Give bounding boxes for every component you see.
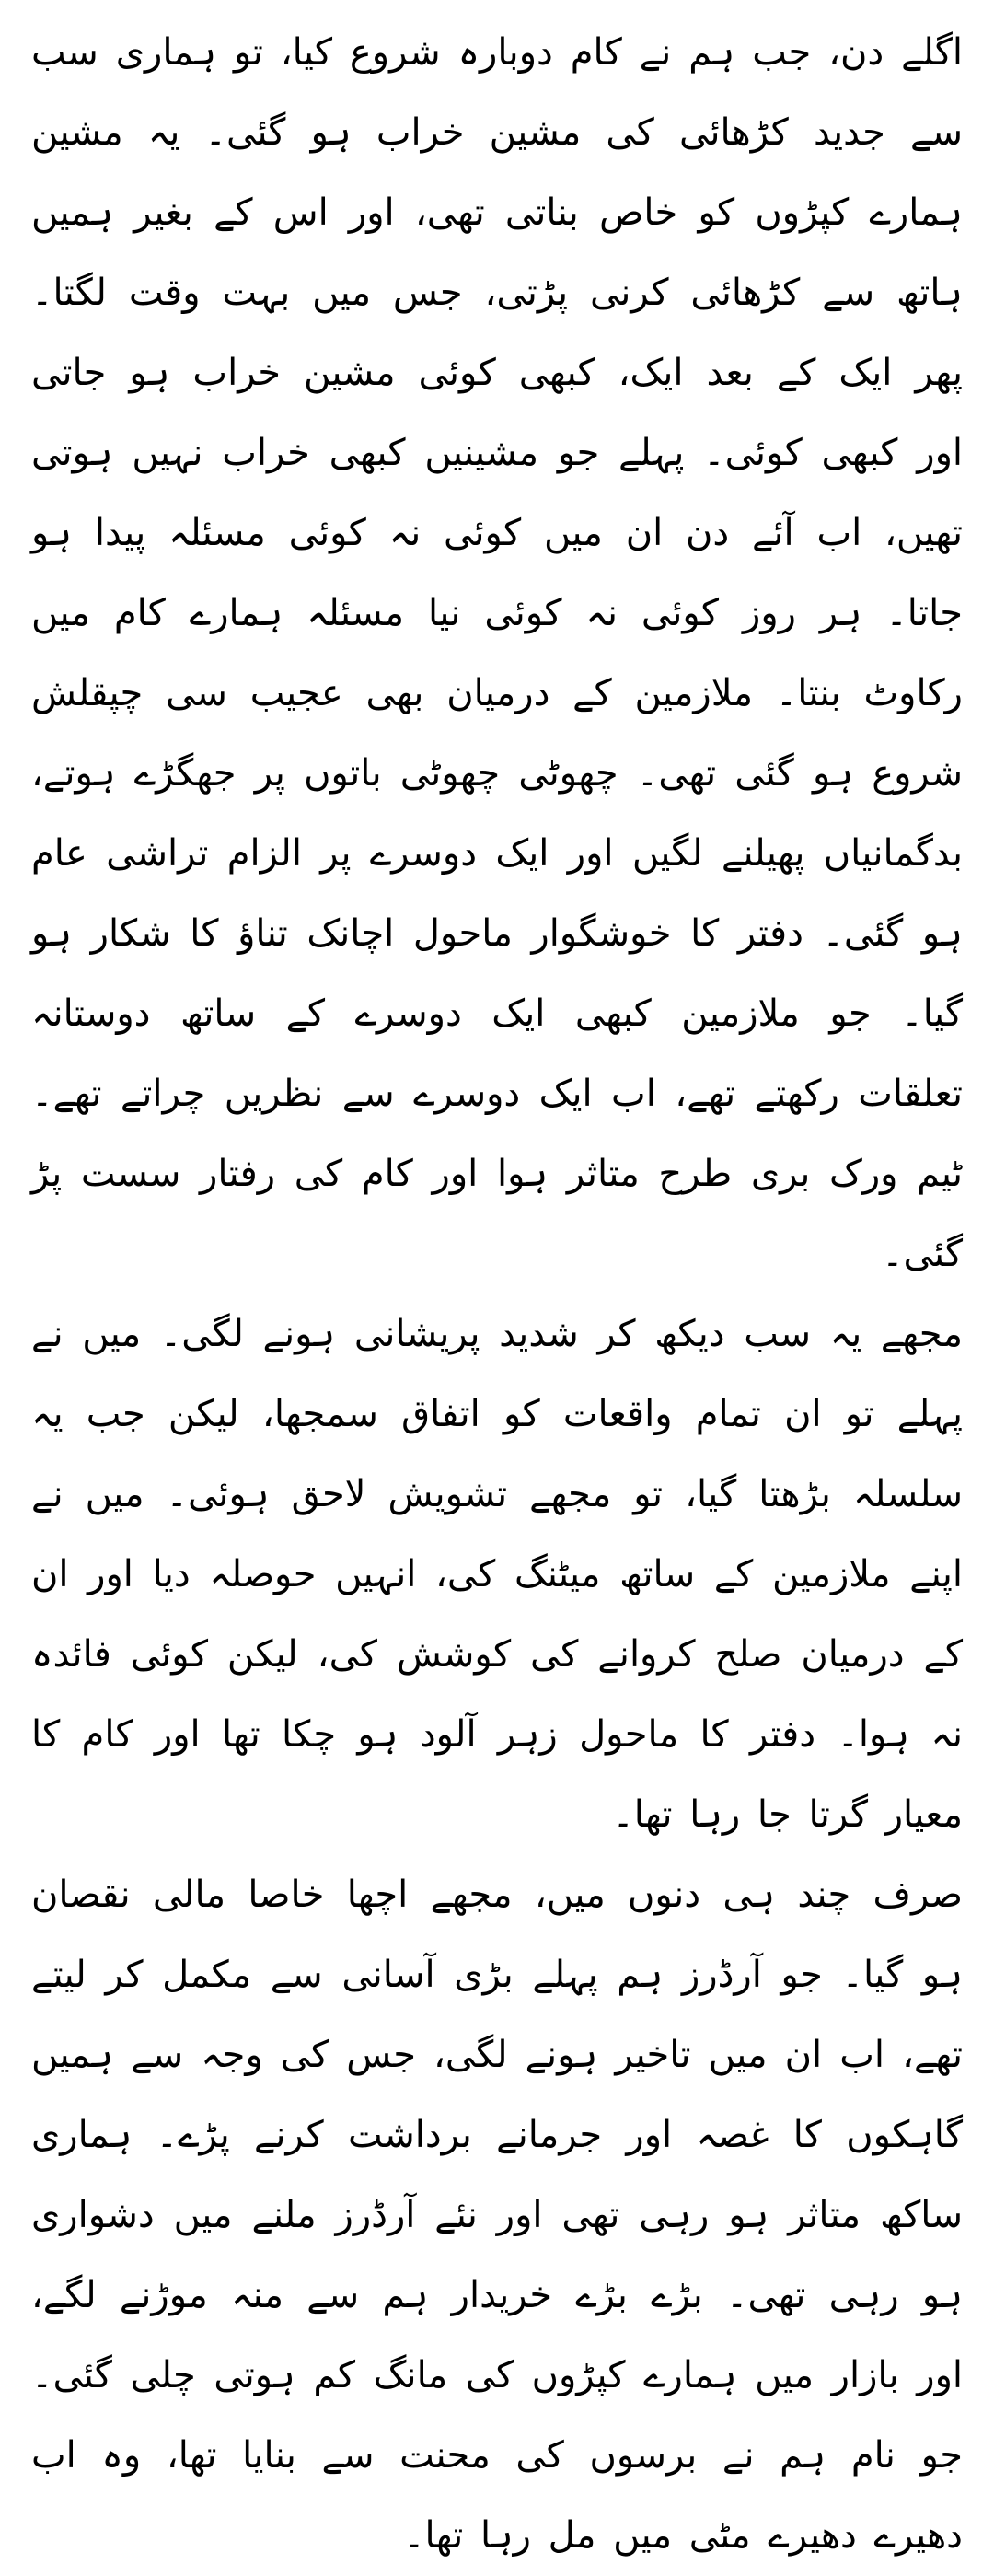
paragraph-2: مجھے یہ سب دیکھ کر شدید پریشانی ہونے لگی۔ میں نے پہلے تو ان تمام واقعات کو اتفاق سمجھا، لیکن جب یہ سلسلہ بڑھتا گیا، تو مجھے تشویش لاحق ہوئی۔ میں نے اپنے ملازمین کے ساتھ میٹنگ کی، انہیں حوصلہ دیا اور ان کے درمیان صلح کروانے کی کوشش کی، لیکن کوئی فائدہ نہ ہوا۔ دفتر کا ماحول زہر آلود ہو چکا تھا اور کام کا معیار گرتا جا رہا تھا۔ [31, 1313, 963, 1836]
paragraph-1: اگلے دن، جب ہم نے کام دوبارہ شروع کیا، تو ہماری سب سے جدید کڑھائی کی مشین خراب ہو گئی۔ یہ مشین ہمارے کپڑوں کو خاص بناتی تھی، اور اس کے بغیر ہمیں ہاتھ سے کڑھائی کرنی پڑتی، جس میں بہت وقت لگتا۔ پھر ایک کے بعد ایک، کبھی کوئی مشین خراب ہو جاتی اور کبھی کوئی۔ پہلے جو مشینیں کبھی خراب نہیں ہوتی تھیں، اب آئے دن ان میں کوئی نہ کوئی مسئلہ پیدا ہو جاتا۔ ہر روز کوئی نہ کوئی نیا مسئلہ ہمارے کام میں رکاوٹ بنتا۔ ملازمین کے درمیان بھی عجیب سی چپقلش شروع ہو گئی تھی۔ چھوٹی چھوٹی باتوں پر جھگڑے ہوتے، بدگمانیاں پھیلنے لگیں اور ایک دوسرے پر الزام تراشی عام ہو گئی۔ دفتر کا خوشگوار ماحول اچانک تناؤ کا شکار ہو گیا۔ جو ملازمین کبھی ایک دوسرے کے ساتھ دوستانہ تعلقات رکھتے تھے، اب ایک دوسرے سے نظریں چراتے تھے۔ ٹیم ورک بری طرح متاثر ہوا اور کام کی رفتار سست پڑ گئی۔ [31, 31, 963, 1275]
paragraph-3: صرف چند ہی دنوں میں، مجھے اچھا خاصا مالی نقصان ہو گیا۔ جو آرڈرز ہم پہلے بڑی آسانی سے مکمل کر لیتے تھے، اب ان میں تاخیر ہونے لگی، جس کی وجہ سے ہمیں گاہکوں کا غصہ اور جرمانے برداشت کرنے پڑے۔ ہماری ساکھ متاثر ہو رہی تھی اور نئے آرڈرز ملنے میں دشواری ہو رہی تھی۔ بڑے بڑے خریدار ہم سے منہ موڑنے لگے، اور بازار میں ہمارے کپڑوں کی مانگ کم ہوتی چلی گئی۔ جو نام ہم نے برسوں کی محنت سے بنایا تھا، وہ اب دھیرے دھیرے مٹی میں مل رہا تھا۔ [31, 1874, 963, 2557]
